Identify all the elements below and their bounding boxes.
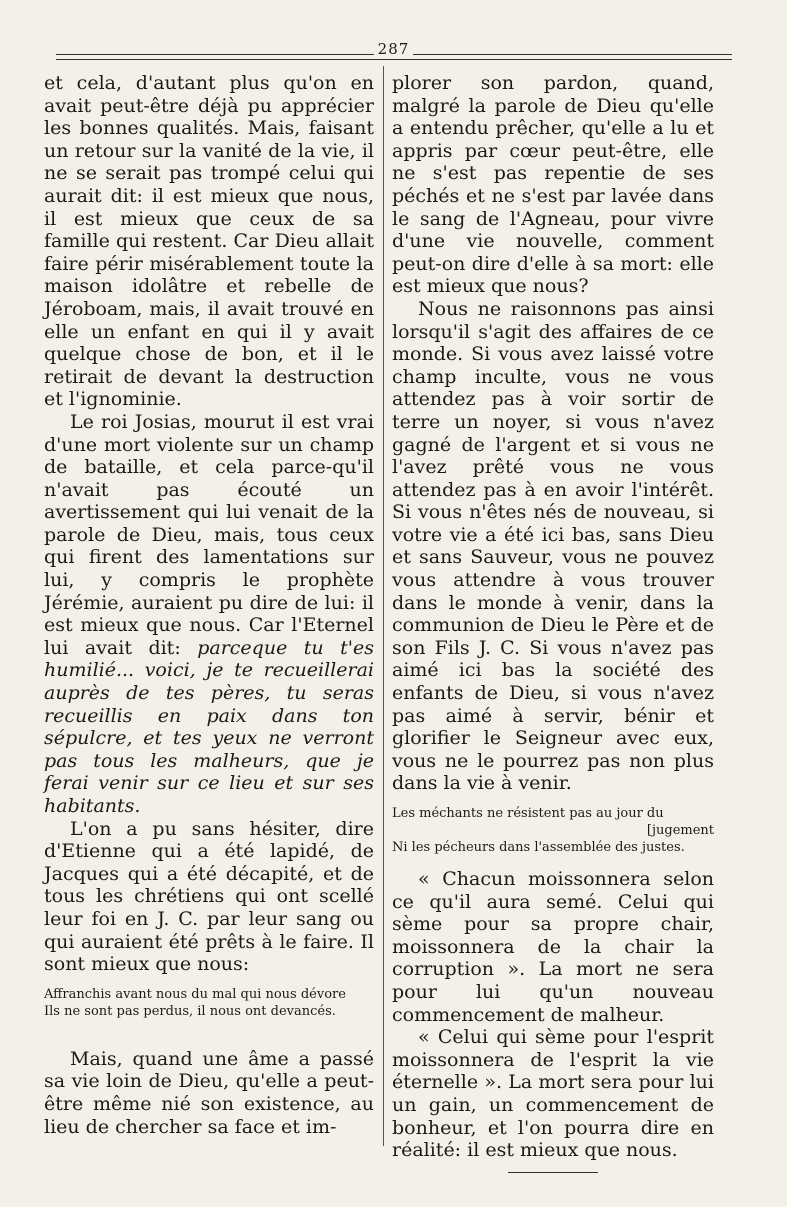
paragraph: L'on a pu sans hésiter, dire d'Etienne qui a été lapidé, de Jacques qui a été décapité, et de tous les chrétiens qui ont scellé leur foi en J. C. par leur sang ou qui auraient été prêts à le faire. Il sont mieux que nous: [44, 817, 374, 976]
paragraph: plorer son pardon, quand, malgré la parole de Dieu qu'elle a entendu prêcher, qu'elle a lu et appris par cœur peut-être, elle ne s'est pas repentie de ses péchés et ne s'est par lavée dans le sang de l'Agneau, pour vivre d'une vie nouvelle, comment peut-on dire d'elle à sa mort: elle est mieux que nous? [392, 72, 714, 298]
verse-quote [44, 986, 374, 1020]
paragraph: et cela, d'autant plus qu'on en avait peut-être déjà pu apprécier les bonnes qualités. Mais, faisant un retour sur la vanité de la vie, il ne se serait pas trompé celui qui aurait dit: il est mieux que nous, il est mieux que ceux de sa famille qui restent. Car Dieu allait faire périr misérablement toute la maison idolâtre et rebelle de Jéroboam, mais, il avait trouvé en elle un enfant en qui il y avait quelque chose de bon, et il le retirait de devant la destruction et l'ignominie. [44, 72, 374, 411]
right-column [392, 72, 714, 1173]
verse-line: Les méchants ne résistent pas au jour du [392, 806, 664, 821]
verse-line: Affranchis avant nous du mal qui nous dévore [44, 986, 346, 1002]
left-column [44, 72, 374, 1138]
page-number: 287 [0, 40, 787, 58]
scripture-quote: parceque tu t'es humilié... voici, je te recueillerai auprès de tes pères, tu seras recueillis en paix dans ton sépulcre, et tes yeux ne verront pas tous les malheurs, que je ferai venir sur ce lieu et sur ses habitants. [44, 636, 374, 817]
paragraph: « Celui qui sème pour l'esprit moissonnera de l'esprit la vie éternelle ». La mort sera pour lui un gain, un commencement de bonheur, et l'on pourra dire en réalité: il est mieux que nous. [392, 1026, 714, 1162]
paragraph-text: Le roi Josias, mourut il est vrai d'une mort violente sur un champ de bataille, et cela parce-qu'il n'avait pas écouté un avertissement qui lui venait de la parole de Dieu, mais, tous ceux qui firent des lamentations sur lui, y compris le prophète Jérémie, auraient pu dire de lui: il est mieux que nous. Car l'Eternel lui avait dit: [44, 410, 374, 659]
end-rule [508, 1172, 598, 1173]
verse-line: Ni les pécheurs dans l'assemblée des justes. [392, 840, 685, 855]
paragraph: Nous ne raisonnons pas ainsi lorsqu'il s'agit des affaires de ce monde. Si vous avez laissé votre champ inculte, vous ne vous attendez pas à voir sortir de terre un noyer, si vous n'avez gagné de l'argent et si vous ne l'avez prêté vous ne vous attendez pas à en avoir l'intérêt. Si vous n'êtes nés de nouveau, si votre vie a été ici bas, sans Dieu et sans Sauveur, vous ne pouvez vous attendre à vous trouver dans le monde à venir, dans la communion de Dieu le Père et de son Fils J. C. Si vous n'avez pas aimé ici bas la société des enfants de Dieu, si vous n'avez pas aimé à servir, bénir et glorifier le Seigneur avec eux, vous ne le pourrez pas non plus dans la vie à venir. [392, 297, 714, 795]
verse-line: Ils ne sont pas perdus, il nous ont devancés. [44, 1003, 336, 1019]
verse-line: [jugement [646, 823, 714, 838]
column-divider [383, 66, 384, 1146]
verse-quote [392, 805, 714, 856]
paragraph [44, 411, 374, 818]
paragraph: Mais, quand une âme a passé sa vie loin de Dieu, qu'elle a peut-être même nié son existence, au lieu de chercher sa face et im- [44, 1047, 374, 1138]
paragraph: « Chacun moissonnera selon ce qu'il aura semé. Celui qui sème pour sa propre chair, moissonnera de la chair la corruption ». La mort ne sera pour lui qu'un nouveau commencement de malheur. [392, 868, 714, 1026]
